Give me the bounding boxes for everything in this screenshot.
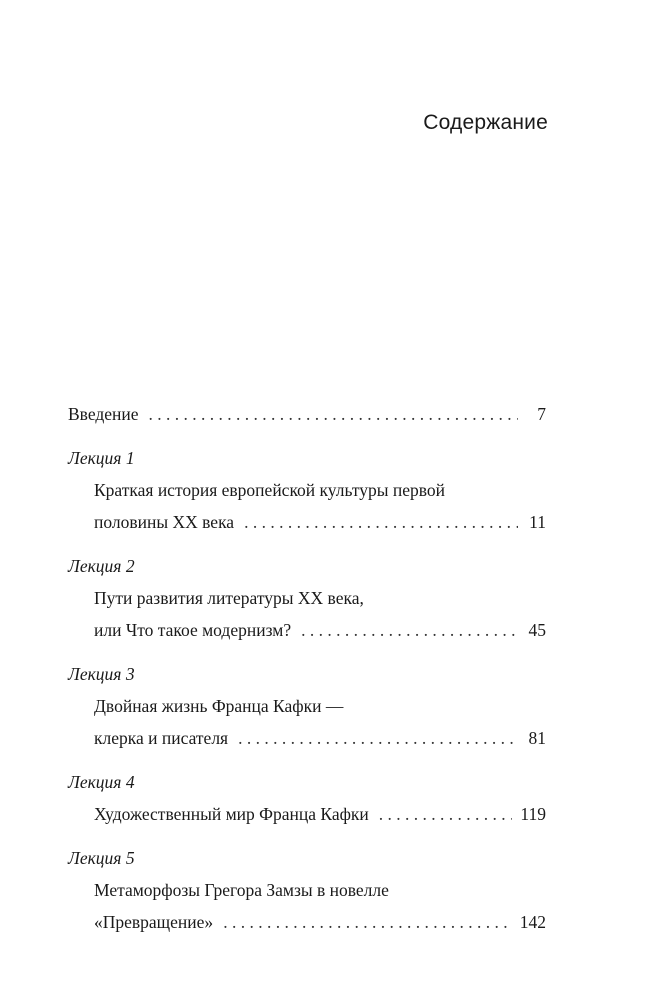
lecture-label: Лекция 4 <box>68 772 135 792</box>
leader-dots <box>149 398 518 430</box>
toc-entry-line: Метаморфозы Грегора Замзы в новелле <box>94 880 389 900</box>
toc-entry-lecture-4[interactable] <box>68 798 546 830</box>
lecture-label: Лекция 1 <box>68 448 135 468</box>
page-number: 119 <box>520 804 546 824</box>
table-of-contents <box>68 398 546 938</box>
page-title: Содержание <box>423 111 548 134</box>
toc-entry-text: или Что такое модернизм? <box>94 620 292 640</box>
toc-entry-text: «Превращение» <box>94 912 214 932</box>
page-number: 142 <box>519 912 546 932</box>
toc-entry-lecture-5[interactable] <box>68 906 546 938</box>
lecture-label: Лекция 2 <box>68 556 135 576</box>
toc-entry-text: клерка и писателя <box>94 728 229 748</box>
toc-entry-lecture-1[interactable] <box>68 506 546 538</box>
leader-dots <box>301 614 518 646</box>
toc-entry-text: половины XX века <box>94 512 235 532</box>
leader-dots <box>244 506 518 538</box>
lecture-label: Лекция 5 <box>68 848 135 868</box>
leader-dots <box>223 906 512 938</box>
toc-entry-lecture-3[interactable] <box>68 722 546 754</box>
leader-dots <box>238 722 518 754</box>
toc-entry-line: Краткая история европейской культуры первой <box>94 480 446 500</box>
leader-dots <box>379 798 513 830</box>
toc-entry-text: Художественный мир Франца Кафки <box>94 804 369 824</box>
page-number: 11 <box>529 512 546 532</box>
lecture-label: Лекция 3 <box>68 664 135 684</box>
page-number: 45 <box>528 620 546 640</box>
toc-entry-intro[interactable] <box>68 398 546 430</box>
toc-entry-text: Введение <box>68 404 139 424</box>
toc-entry-line: Пути развития литературы XX века, <box>94 588 364 608</box>
toc-entry-line: Двойная жизнь Франца Кафки — <box>94 696 344 716</box>
page-number: 7 <box>537 404 546 424</box>
toc-entry-lecture-2[interactable] <box>68 614 546 646</box>
page-number: 81 <box>528 728 546 748</box>
